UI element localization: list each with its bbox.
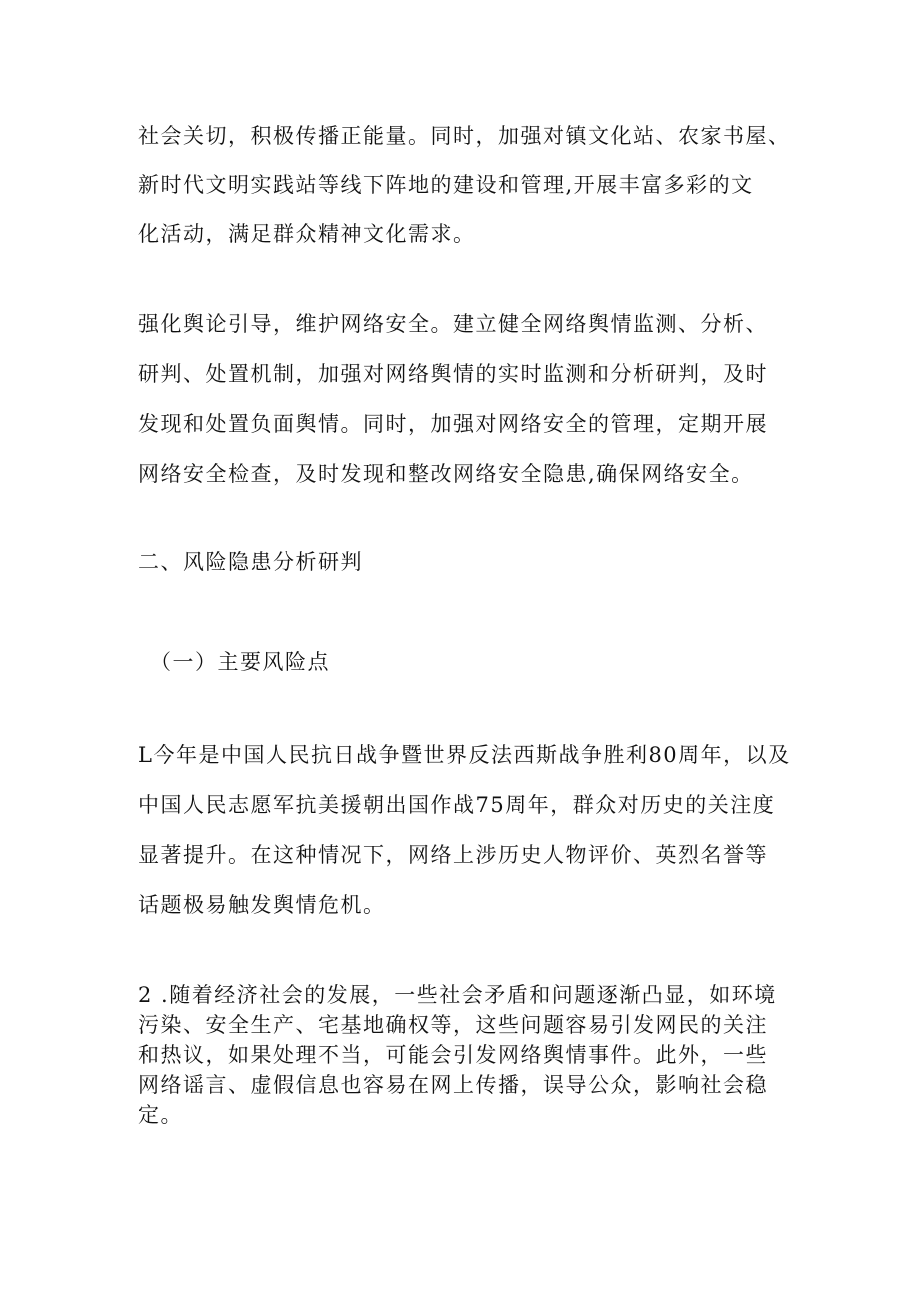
text-line: 中国人民志愿军抗美援朝出国作战75周年，群众对历史的关注度 <box>138 793 776 817</box>
text-line: 化活动，满足群众精神文化需求。 <box>138 222 476 246</box>
text-line: 强化舆论引导，维护网络安全。建立健全网络舆情监测、分析、 <box>138 312 768 336</box>
text-line: 2 .随着经济社会的发展，一些社会矛盾和问题逐渐凸显，如环境 <box>138 983 777 1007</box>
section-heading-text: 二、风险隐患分析研判 <box>138 550 363 574</box>
text-line: 社会关切，积极传播正能量。同时，加强对镇文化站、农家书屋、 <box>138 124 791 148</box>
risk-item-1 <box>138 730 808 930</box>
text-line: 和热议，如果处理不当，可能会引发网络舆情事件。此外，一些 <box>138 1043 768 1067</box>
subsection-heading-text: （一）主要风险点 <box>150 650 330 674</box>
subsection-heading <box>150 642 820 682</box>
text-line: L今年是中国人民抗日战争暨世界反法西斯战争胜利80周年，以及 <box>138 743 791 767</box>
text-line: 网络安全检查，及时发现和整改网络安全隐患,确保网络安全。 <box>138 462 754 486</box>
text-line: 显著提升。在这种情况下，网络上涉历史人物评价、英烈名誉等 <box>138 843 768 867</box>
text-line: 发现和处置负面舆情。同时，加强对网络安全的管理，定期开展 <box>138 412 768 436</box>
paragraph-network-security <box>138 299 808 499</box>
section-heading <box>138 542 808 582</box>
risk-item-2 <box>138 980 808 1130</box>
text-line: 污染、安全生产、宅基地确权等，这些问题容易引发网民的关注 <box>138 1013 768 1037</box>
text-line: 研判、处置机制，加强对网络舆情的实时监测和分析研判，及时 <box>138 362 768 386</box>
paragraph-culture-activities <box>138 112 808 259</box>
text-line: 新时代文明实践站等线下阵地的建设和管理,开展丰富多彩的文 <box>138 173 754 197</box>
text-line: 定。 <box>138 1103 183 1127</box>
text-line: 话题极易触发舆情危机。 <box>138 893 386 917</box>
text-line: 网络谣言、虚假信息也容易在网上传播，误导公众，影响社会稳 <box>138 1073 768 1097</box>
